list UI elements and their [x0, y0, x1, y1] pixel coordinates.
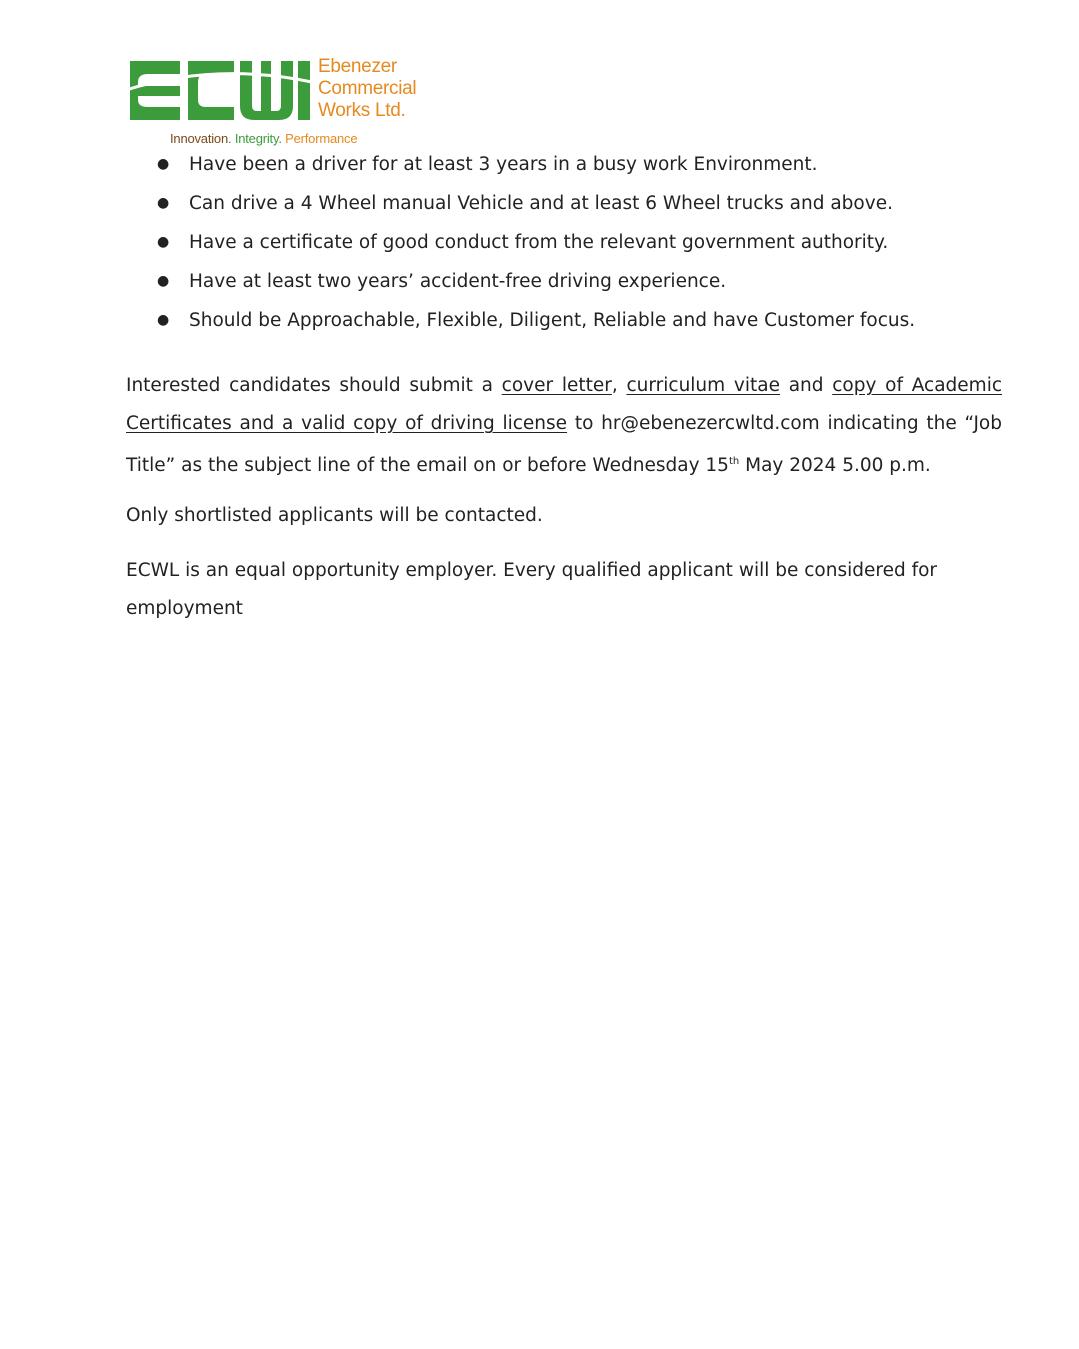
- doc-cover-letter: cover letter: [501, 375, 612, 396]
- requirement-text: Have at least two years’ accident-free driving experience.: [189, 271, 727, 292]
- requirement-text: Should be Approachable, Flexible, Diligent, Reliable and have Customer focus.: [189, 310, 916, 331]
- tagline-innovation: Innovation: [170, 131, 228, 146]
- doc-curriculum-vitae: curriculum vitae: [626, 375, 780, 396]
- application-instructions: Interested candidates should submit a cover letter, curriculum vitae and copy of Academic Certificates and a valid copy of driving license to hr@ebenezercwltd.com indicating the “Job Title” as the subject line of the email on or before Wednesday 15th May 2024 5.00 p.m.: [126, 375, 1003, 476]
- doc-certificates-license: copy of Academic Certificates and a valid copy of driving license: [126, 375, 1003, 434]
- brand-line-1: Ebenezer: [318, 56, 397, 77]
- tagline-performance: Performance: [285, 131, 358, 146]
- equal-opportunity-statement: ECWL is an equal opportunity employer. Every qualified applicant will be considered for employment: [126, 560, 938, 619]
- requirement-item: ● Have a certificate of good conduct from the relevant government authority.: [157, 232, 889, 253]
- requirement-item: ● Should be Approachable, Flexible, Diligent, Reliable and have Customer focus.: [157, 310, 916, 331]
- brand-name: [318, 56, 416, 122]
- requirement-item: ● Can drive a 4 Wheel manual Vehicle and at least 6 Wheel trucks and above.: [157, 193, 893, 214]
- shortlist-note: Only shortlisted applicants will be contacted.: [126, 505, 543, 526]
- application-email[interactable]: hr@ebenezercwltd.com: [601, 413, 820, 434]
- requirement-text: Have a certificate of good conduct from the relevant government authority.: [189, 232, 889, 253]
- requirements-list: [150, 145, 1030, 340]
- requirement-item: ● Have at least two years’ accident-free driving experience.: [157, 271, 727, 292]
- ecw-logo-mark: [126, 56, 312, 124]
- requirement-text: Have been a driver for at least 3 years in a busy work Environment.: [189, 154, 818, 175]
- requirement-item: ● Have been a driver for at least 3 years in a busy work Environment.: [157, 154, 818, 175]
- tagline-integrity: Integrity: [234, 131, 279, 146]
- day-suffix: th: [728, 456, 740, 467]
- tagline: Innovation. Integrity. Performance: [170, 131, 358, 146]
- application-intro: Interested candidates should submit a: [126, 375, 493, 396]
- requirement-text: Can drive a 4 Wheel manual Vehicle and at least 6 Wheel trucks and above.: [189, 193, 893, 214]
- brand-line-3: Works Ltd.: [318, 100, 406, 121]
- deadline-rest: May 2024 5.00 p.m.: [745, 455, 931, 476]
- brand-line-2: Commercial: [318, 78, 417, 99]
- company-logo: [126, 56, 446, 152]
- subject-instructions: indicating the “Job Title” as the subject line of the email on or before Wednesday 15: [126, 413, 1002, 476]
